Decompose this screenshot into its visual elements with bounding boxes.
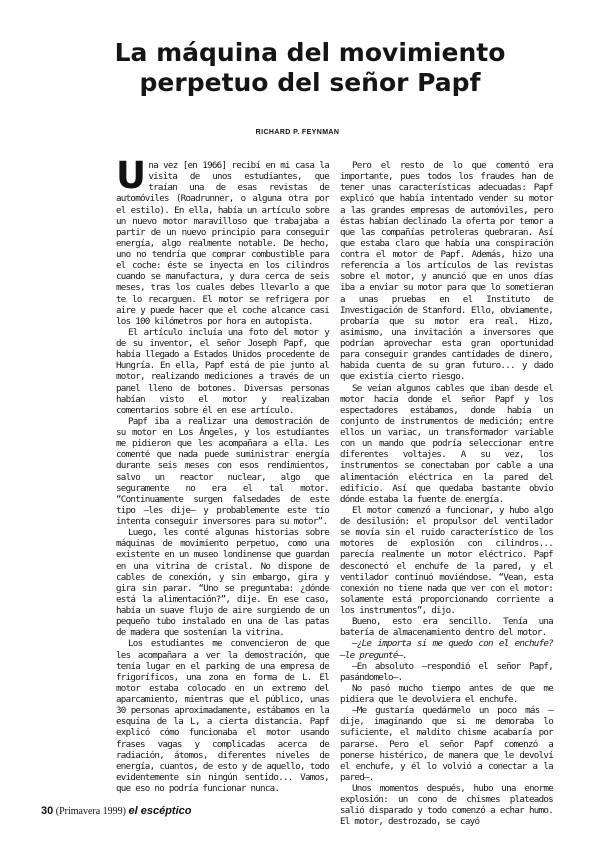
page-footer bbox=[41, 805, 192, 817]
paragraph: El artículo incluía una foto del motor y de su inventor, el señor Joseph Papf, que había llegado a Estados Unidos procedente de Hungría. En ella, Papf está de pie junto al motor, realizando mediciones a través de un panel lleno de botones. Diversas personas habían visto el motor y realizaban comentarios sobre él en ese artículo. bbox=[116, 326, 329, 416]
dialogue-line: –En absoluto –respondió el señor Papf, pasándomelo–. bbox=[340, 660, 553, 683]
paragraph: Luego, les conté algunas historias sobre máquinas de movimiento perpetuo, como una existente en un museo londinense que guardan en una vitrina de cristal. No dispone de cables de conexión, y sin embargo, gira y gira sin parar. “Uno se preguntaba: ¿dónde está la alimentación?”, dije. En ese caso, había un suave flujo de aire surgiendo de un pequeño tubo instalado en una de las patas de madera que sostenían la vitrina. bbox=[116, 527, 329, 639]
paragraph: Se veían algunos cables que iban desde el motor hacia donde el señor Papf y los espectadores estábamos, donde había un conjunto de instrumentos de medición; entre ellos un variac, un transformador variable con un mando que podría seleccionar entre diferentes voltajes. A su vez, los instrumentos se conectaban por cable a una alimentación eléctrica en la pared del edificio. Así que quedaba bastante obvio dónde estaba la fuente de energía. bbox=[340, 382, 553, 505]
paragraph: Papf iba a realizar una demostración de su motor en Los Ángeles, y los estudiantes me pidieron que les acompañara a ella. Les comenté que nada puede suministrar energía durante seis meses con esos rendimientos, salvo un reactor nuclear, algo que seguramente no era el tal motor. “Continuamente surgen falsedades de este tipo –les dije– y probablemente este tío intenta conseguir inversores para su motor”. bbox=[116, 415, 329, 527]
paragraph: Unos momentos después, hubo una enorme explosión: un cono de chismes plateados salió disparado y todo comenzó a echar humo. El motor, destrozado, se cayó bbox=[340, 783, 553, 828]
magazine-name: el escéptico bbox=[128, 805, 192, 817]
paragraph: na vez [en 1966] recibí en mi casa la visita de unos estudiantes, que traían una de esas revistas de automóviles (Roadrunner, o alguna otra por el estilo). En ella, había un artículo sobre un nuevo motor maravilloso que trabajaba a partir de un nuevo principio para conseguir energía, algo realmente notable. De hecho, uno no tendría que comprar combustible para el coche: éste se inyecta en los cilindros cuando se manufactura, y dura cerca de seis meses, tras los cuales debes llevarlo a que te lo recarguen. El motor se refrigera por aire y puede hacer que el coche alcance casi los 100 kilómetros por hora en autopista. bbox=[116, 160, 329, 327]
left-column bbox=[116, 154, 329, 794]
issue-date: (Primavera 1999) bbox=[55, 806, 127, 817]
drop-cap: U bbox=[116, 154, 146, 197]
title-line-1: La máquina del movimiento bbox=[114, 38, 506, 67]
article-title bbox=[60, 38, 560, 98]
right-column bbox=[340, 160, 553, 828]
author-byline: RICHARD P. FEYNMAN bbox=[255, 129, 340, 136]
paragraph: Pero el resto de lo que comentó era importante, pues todos los fraudes han de tener unas características adecuadas: Papf explicó que había intentado vender su motor a las grandes empresas de automóviles, pero éstas habían declinado la oferta por temor a que las compañías petroleras quebraran. Así que estaba claro que había una conspiración contra el motor de Papf. Además, hizo una referencia a los artículos de las revistas sobre el motor, y anunció que en unos días iba a enviar su motor para que lo sometieran a unas pruebas en el Instituto de Investigación de Stanford. Ello, obviamente, probaría que su motor era real. Hizo, asimismo, una invitación a inversores que podrían aprovechar esta gran oportunidad para conseguir grandes cantidades de dinero, habida cuenta de su gran futuro... y dado que existía cierto riesgo. bbox=[340, 160, 553, 383]
title-line-2: perpetuo del señor Papf bbox=[139, 68, 481, 97]
paragraph: No pasó mucho tiempo antes de que me pidiera que le devolviera el enchufe. bbox=[340, 682, 553, 705]
paragraph: Los estudiantes me convencieron de que les acompañara a ver la demostración, que tenía lugar en el parking de una empresa de frigoríficos, una zona en forma de L. El motor estaba colocado en un extremo del aparcamiento, mientras que el público, unas 30 personas aproximadamente, estábamos en la esquina de la L, a cierta distancia. Papf explicó cómo funcionaba el motor usando frases vagas y complicadas acerca de radiación, átomos, diferentes niveles de energía, cuantos, de esto y de aquello, todo evidentemente sin ningún sentido... Vamos, que eso no podría funcionar nunca. bbox=[116, 638, 329, 794]
dialogue-line: –¿Le importa si me quedo con el enchufe? –le pregunté–. bbox=[340, 638, 553, 661]
page-number: 30 bbox=[41, 805, 54, 817]
paragraph: El motor comenzó a funcionar, y hubo algo de desilusión: el propulsor del ventilador se movía sin el ruido característico de los motores de explosión con cilindros... parecía realmente un motor eléctrico. Papf desconectó el enchufe de la pared, y el ventilador continuó moviéndose. “Vean, esta conexión no tiene nada que ver con el motor: solamente está proporcionando corriente a los instrumentos”, dijo. bbox=[340, 504, 553, 616]
dialogue-line: –Me gustaría quedármelo un poco más –dije, imaginando que si me demoraba lo suficiente, el maldito chisme acabaría por pararse. Pero el señor Papf comenzó a ponerse histérico, de manera que le devolví el enchufe, y él lo volvió a conectar a la pared–. bbox=[340, 705, 553, 783]
paragraph: Bueno, esto era sencillo. Tenía una batería de almacenamiento dentro del motor. bbox=[340, 616, 553, 639]
